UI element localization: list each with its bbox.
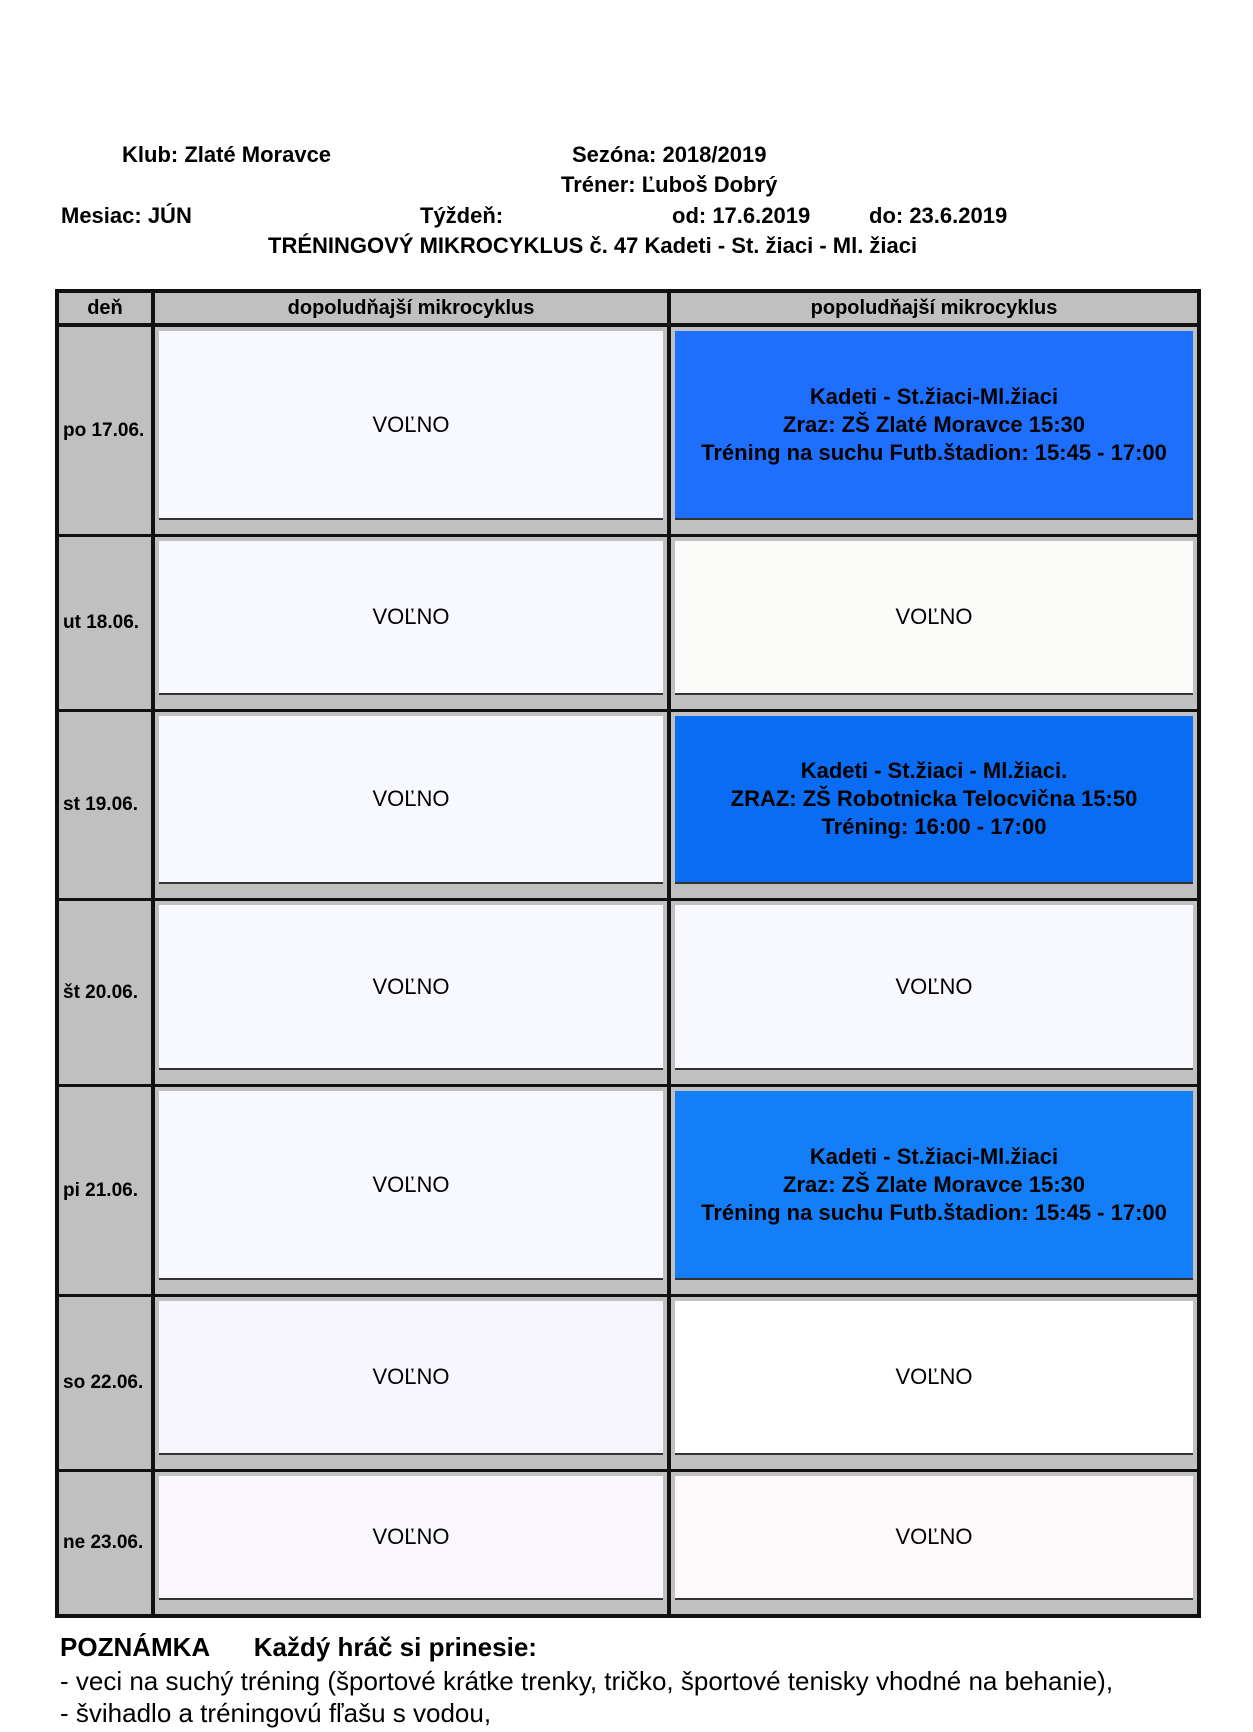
activity-line: VOĽNO [895,1524,973,1549]
week-to: do: 23.6.2019 [869,203,1008,228]
activity-line: Zraz: ZŠ Zlate Moravce 15:30 [782,1171,1085,1197]
column-header-afternoon: popoludňajší mikrocyklus [669,291,1199,325]
activity-line: VOĽNO [372,786,450,811]
table-row [57,325,1199,536]
afternoon-activity [675,1091,1193,1280]
activity-line: VOĽNO [372,411,450,437]
activity-line: Tréning na suchu Futb.štadion: 15:45 - 17:00 [701,1199,1167,1225]
morning-slot [153,711,669,900]
afternoon-activity [675,1476,1193,1600]
morning-slot [153,1471,669,1617]
morning-slot [153,1296,669,1471]
coach-label: Tréner: Ľuboš Dobrý [561,172,778,197]
day-cell: ne 23.06. [57,1471,153,1617]
activity-line: Kadeti - St.žiaci-Ml.žiaci [809,383,1059,409]
activity-line: Tréning na suchu Futb.štadion: 15:45 - 17:00 [701,439,1167,465]
afternoon-slot [669,1296,1199,1471]
afternoon-slot [669,1086,1199,1296]
afternoon-slot [669,325,1199,536]
note-item: - švihadlo a tréningovú fľašu s vodou, [60,1698,492,1728]
activity-line: VOĽNO [372,973,450,999]
schedule-table [55,289,1201,1618]
note-title: Každý hráč si prinesie: [253,1632,537,1662]
afternoon-slot [669,1471,1199,1617]
morning-activity [159,1301,663,1455]
table-row [57,536,1199,711]
column-header-morning: dopoludňajší mikrocyklus [153,291,669,325]
activity-line: VOĽNO [372,604,450,629]
afternoon-activity [675,1301,1193,1455]
day-cell: so 22.06. [57,1296,153,1471]
afternoon-activity [675,541,1193,695]
morning-slot [153,536,669,711]
activity-line: VOĽNO [895,604,973,629]
month-label: Mesiac: JÚN [61,203,192,228]
week-label: Týždeň: [420,203,504,228]
club-label: Klub: Zlaté Moravce [122,142,332,167]
table-row [57,1086,1199,1296]
activity-line: VOĽNO [895,1364,973,1389]
afternoon-activity [675,331,1193,520]
season-label: Sezóna: 2018/2019 [572,142,767,167]
morning-activity [159,1476,663,1600]
day-cell: po 17.06. [57,325,153,536]
note-section [60,1632,537,1663]
afternoon-activity [675,905,1193,1070]
column-header-day: deň [57,291,153,325]
morning-activity [159,1091,663,1280]
day-cell: pi 21.06. [57,1086,153,1296]
table-header-row [57,291,1199,325]
week-from: od: 17.6.2019 [672,203,811,228]
activity-line: Zraz: ZŠ Zlaté Moravce 15:30 [782,411,1085,437]
page-title: TRÉNINGOVÝ MIKROCYKLUS č. 47 Kadeti - St. žiaci - Ml. žiaci [268,233,918,258]
activity-line: ZRAZ: ZŠ Robotnicka Telocvična 15:50 [730,786,1138,811]
afternoon-slot [669,711,1199,900]
morning-activity [159,716,663,884]
activity-line: VOĽNO [372,1524,450,1549]
activity-line: VOĽNO [372,1171,450,1197]
morning-activity [159,905,663,1070]
morning-slot [153,900,669,1086]
morning-slot [153,1086,669,1296]
morning-slot [153,325,669,536]
morning-activity [159,541,663,695]
day-cell: ut 18.06. [57,536,153,711]
day-cell: st 19.06. [57,711,153,900]
activity-line: VOĽNO [372,1364,450,1389]
table-row [57,711,1199,900]
afternoon-slot [669,536,1199,711]
table-row [57,1471,1199,1617]
afternoon-slot [669,900,1199,1086]
table-row [57,900,1199,1086]
afternoon-activity [675,716,1193,884]
activity-line: Tréning: 16:00 - 17:00 [821,814,1047,839]
day-cell: št 20.06. [57,900,153,1086]
table-row [57,1296,1199,1471]
morning-activity [159,331,663,520]
activity-line: VOĽNO [895,973,973,999]
activity-line: Kadeti - St.žiaci-Ml.žiaci [809,1143,1059,1169]
note-label: POZNÁMKA [60,1632,210,1662]
activity-line: Kadeti - St.žiaci - Ml.žiaci. [800,758,1068,783]
note-item: - veci na suchý tréning (športové krátke trenky, tričko, športové tenisky vhodné na behanie), [60,1666,1114,1696]
